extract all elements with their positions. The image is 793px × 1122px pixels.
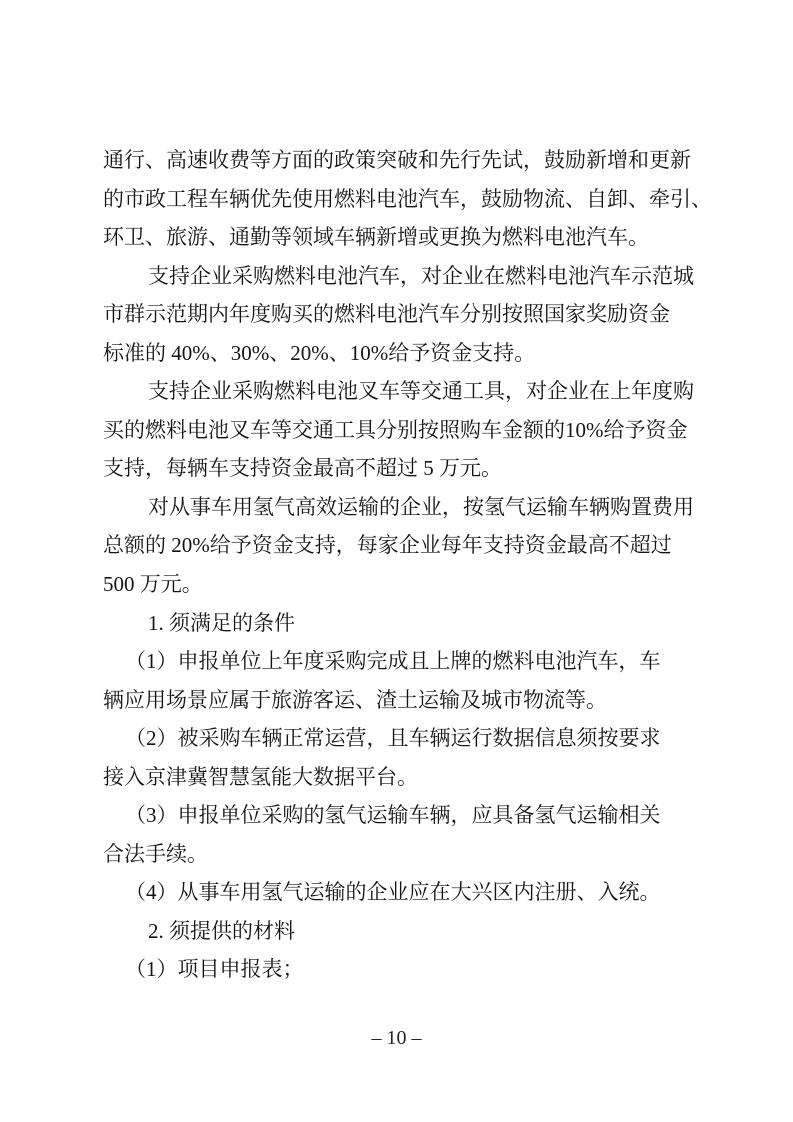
page-number: – 10 – [371,1027,422,1049]
text-line: （1）申报单位上年度采购完成且上牌的燃料电池汽车，车 [125,649,661,674]
text-line: 总额的 20%给予资金支持，每家企业每年支持资金最高不超过 [103,533,672,558]
text-line: 买的燃料电池叉车等交通工具分别按照购车金额的10%给予资金 [103,417,688,442]
text-line: 支持企业采购燃料电池汽车，对企业在燃料电池汽车示范城 [148,263,694,288]
text-line: 合法手续。 [103,841,208,866]
text-line: （1）项目申报表； [125,957,304,982]
text-line: 市群示范期内年度购买的燃料电池汽车分别按照国家奖励资金 [103,302,670,327]
text-line: （4）从事车用氢气运输的企业应在大兴区内注册、入统。 [125,880,661,905]
text-line: （3）申报单位采购的氢气运输车辆，应具备氢气运输相关 [125,803,661,828]
text-line: 接入京津冀智慧氢能大数据平台。 [103,764,418,789]
text-line: 支持企业采购燃料电池叉车等交通工具，对企业在上年度购 [148,379,694,404]
text-line: 辆应用场景应属于旅游客运、渣土运输及城市物流等。 [103,687,607,712]
text-line: 500 万元。 [103,572,203,597]
text-line: 环卫、旅游、通勤等领域车辆新增或更换为燃料电池汽车。 [103,225,649,250]
document-body [103,141,712,989]
page-footer [0,1026,793,1050]
text-line: 1. 须满足的条件 [148,610,295,635]
text-line: （2）被采购车辆正常运营，且车辆运行数据信息须按要求 [125,726,661,751]
text-line: 的市政工程车辆优先使用燃料电池汽车，鼓励物流、自卸、牵引、 [103,186,712,211]
text-line: 对从事车用氢气高效运输的企业，按氢气运输车辆购置费用 [148,494,694,519]
text-line: 2. 须提供的材料 [148,918,295,943]
text-line: 标准的 40%、30%、20%、10%给予资金支持。 [103,340,536,365]
text-line: 通行、高速收费等方面的政策突破和先行先试，鼓励新增和更新 [103,148,691,172]
text-line: 支持，每辆车支持资金最高不超过 5 万元。 [103,456,502,481]
